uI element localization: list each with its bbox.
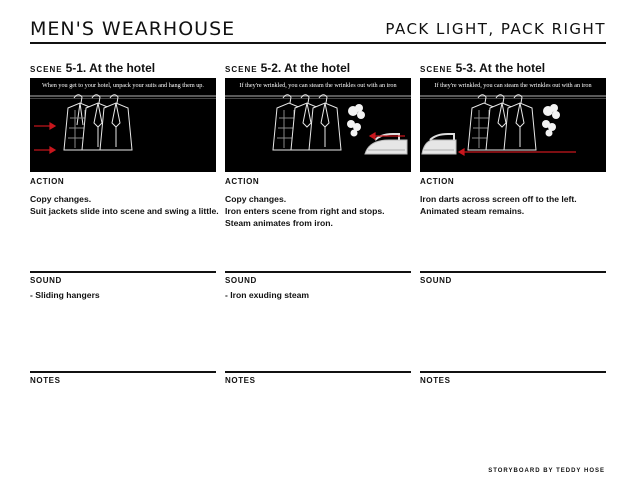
section-divider: [30, 371, 216, 373]
iron-enters-illustration: [225, 78, 411, 172]
scene-name: At the hotel: [479, 61, 546, 75]
scene-word: SCENE: [30, 65, 63, 74]
scene-word: SCENE: [225, 65, 258, 74]
notes-label: NOTES: [30, 376, 61, 385]
iron-darts-illustration: [420, 78, 606, 172]
sound-line: - Sliding hangers: [30, 290, 100, 300]
scene-name: At the hotel: [284, 61, 351, 75]
action-line: Animated steam remains.: [420, 206, 525, 216]
section-divider: [225, 271, 411, 273]
section-divider: [30, 271, 216, 273]
notes-label: NOTES: [420, 376, 451, 385]
action-text: [225, 193, 415, 229]
action-label: ACTION: [420, 177, 455, 186]
sound-label: SOUND: [225, 276, 257, 285]
steam-icon: [542, 104, 560, 137]
storyboard-panel-5-1: [30, 58, 219, 398]
action-line: Suit jackets slide into scene and swing a little.: [30, 206, 219, 216]
sound-label: SOUND: [420, 276, 452, 285]
storyboard-panel-5-3: [420, 58, 606, 398]
scene-heading: [30, 61, 155, 75]
action-line: Copy changes.: [225, 194, 287, 204]
scene-name: At the hotel: [89, 61, 156, 75]
notes-label: NOTES: [225, 376, 256, 385]
suit-jackets-illustration: [30, 78, 216, 172]
sound-line: - Iron exuding steam: [225, 290, 310, 300]
section-divider: [225, 371, 411, 373]
sound-text: [30, 289, 220, 301]
scene-heading: [225, 61, 350, 75]
action-text: [420, 193, 610, 217]
scene-number: 5-2.: [260, 61, 282, 75]
steam-icon: [347, 104, 365, 137]
scene-frame: [225, 78, 411, 172]
iron-icon: [422, 134, 456, 154]
section-divider: [420, 271, 606, 273]
campaign-tagline: PACK LIGHT, PACK RIGHT: [385, 20, 606, 38]
action-text: [30, 193, 220, 217]
section-divider: [420, 371, 606, 373]
brand-title: MEN'S WEARHOUSE: [30, 18, 236, 40]
storyboard-panel-5-2: [225, 58, 411, 398]
scene-word: SCENE: [420, 65, 453, 74]
sound-text: [225, 289, 415, 301]
action-line: Steam animates from iron.: [225, 218, 333, 228]
action-line: Iron darts across screen off to the left.: [420, 194, 577, 204]
storyboard-credit: STORYBOARD BY TEDDY HOSE: [488, 468, 605, 474]
frame-caption: When you get to your hotel, unpack your suits and hang them up.: [42, 82, 204, 89]
page-header: [30, 18, 606, 44]
frame-caption: If they're wrinkled, you can steam the wrinkles out with an iron: [239, 82, 397, 89]
scene-number: 5-3.: [455, 61, 477, 75]
action-line: Iron enters scene from right and stops.: [225, 206, 385, 216]
action-line: Copy changes.: [30, 194, 92, 204]
scene-heading: [420, 61, 545, 75]
sound-label: SOUND: [30, 276, 62, 285]
scene-frame: [30, 78, 216, 172]
scene-frame: [420, 78, 606, 172]
action-label: ACTION: [225, 177, 260, 186]
frame-caption: If they're wrinkled, you can steam the wrinkles out with an iron: [434, 82, 592, 89]
action-label: ACTION: [30, 177, 65, 186]
scene-number: 5-1.: [65, 61, 87, 75]
